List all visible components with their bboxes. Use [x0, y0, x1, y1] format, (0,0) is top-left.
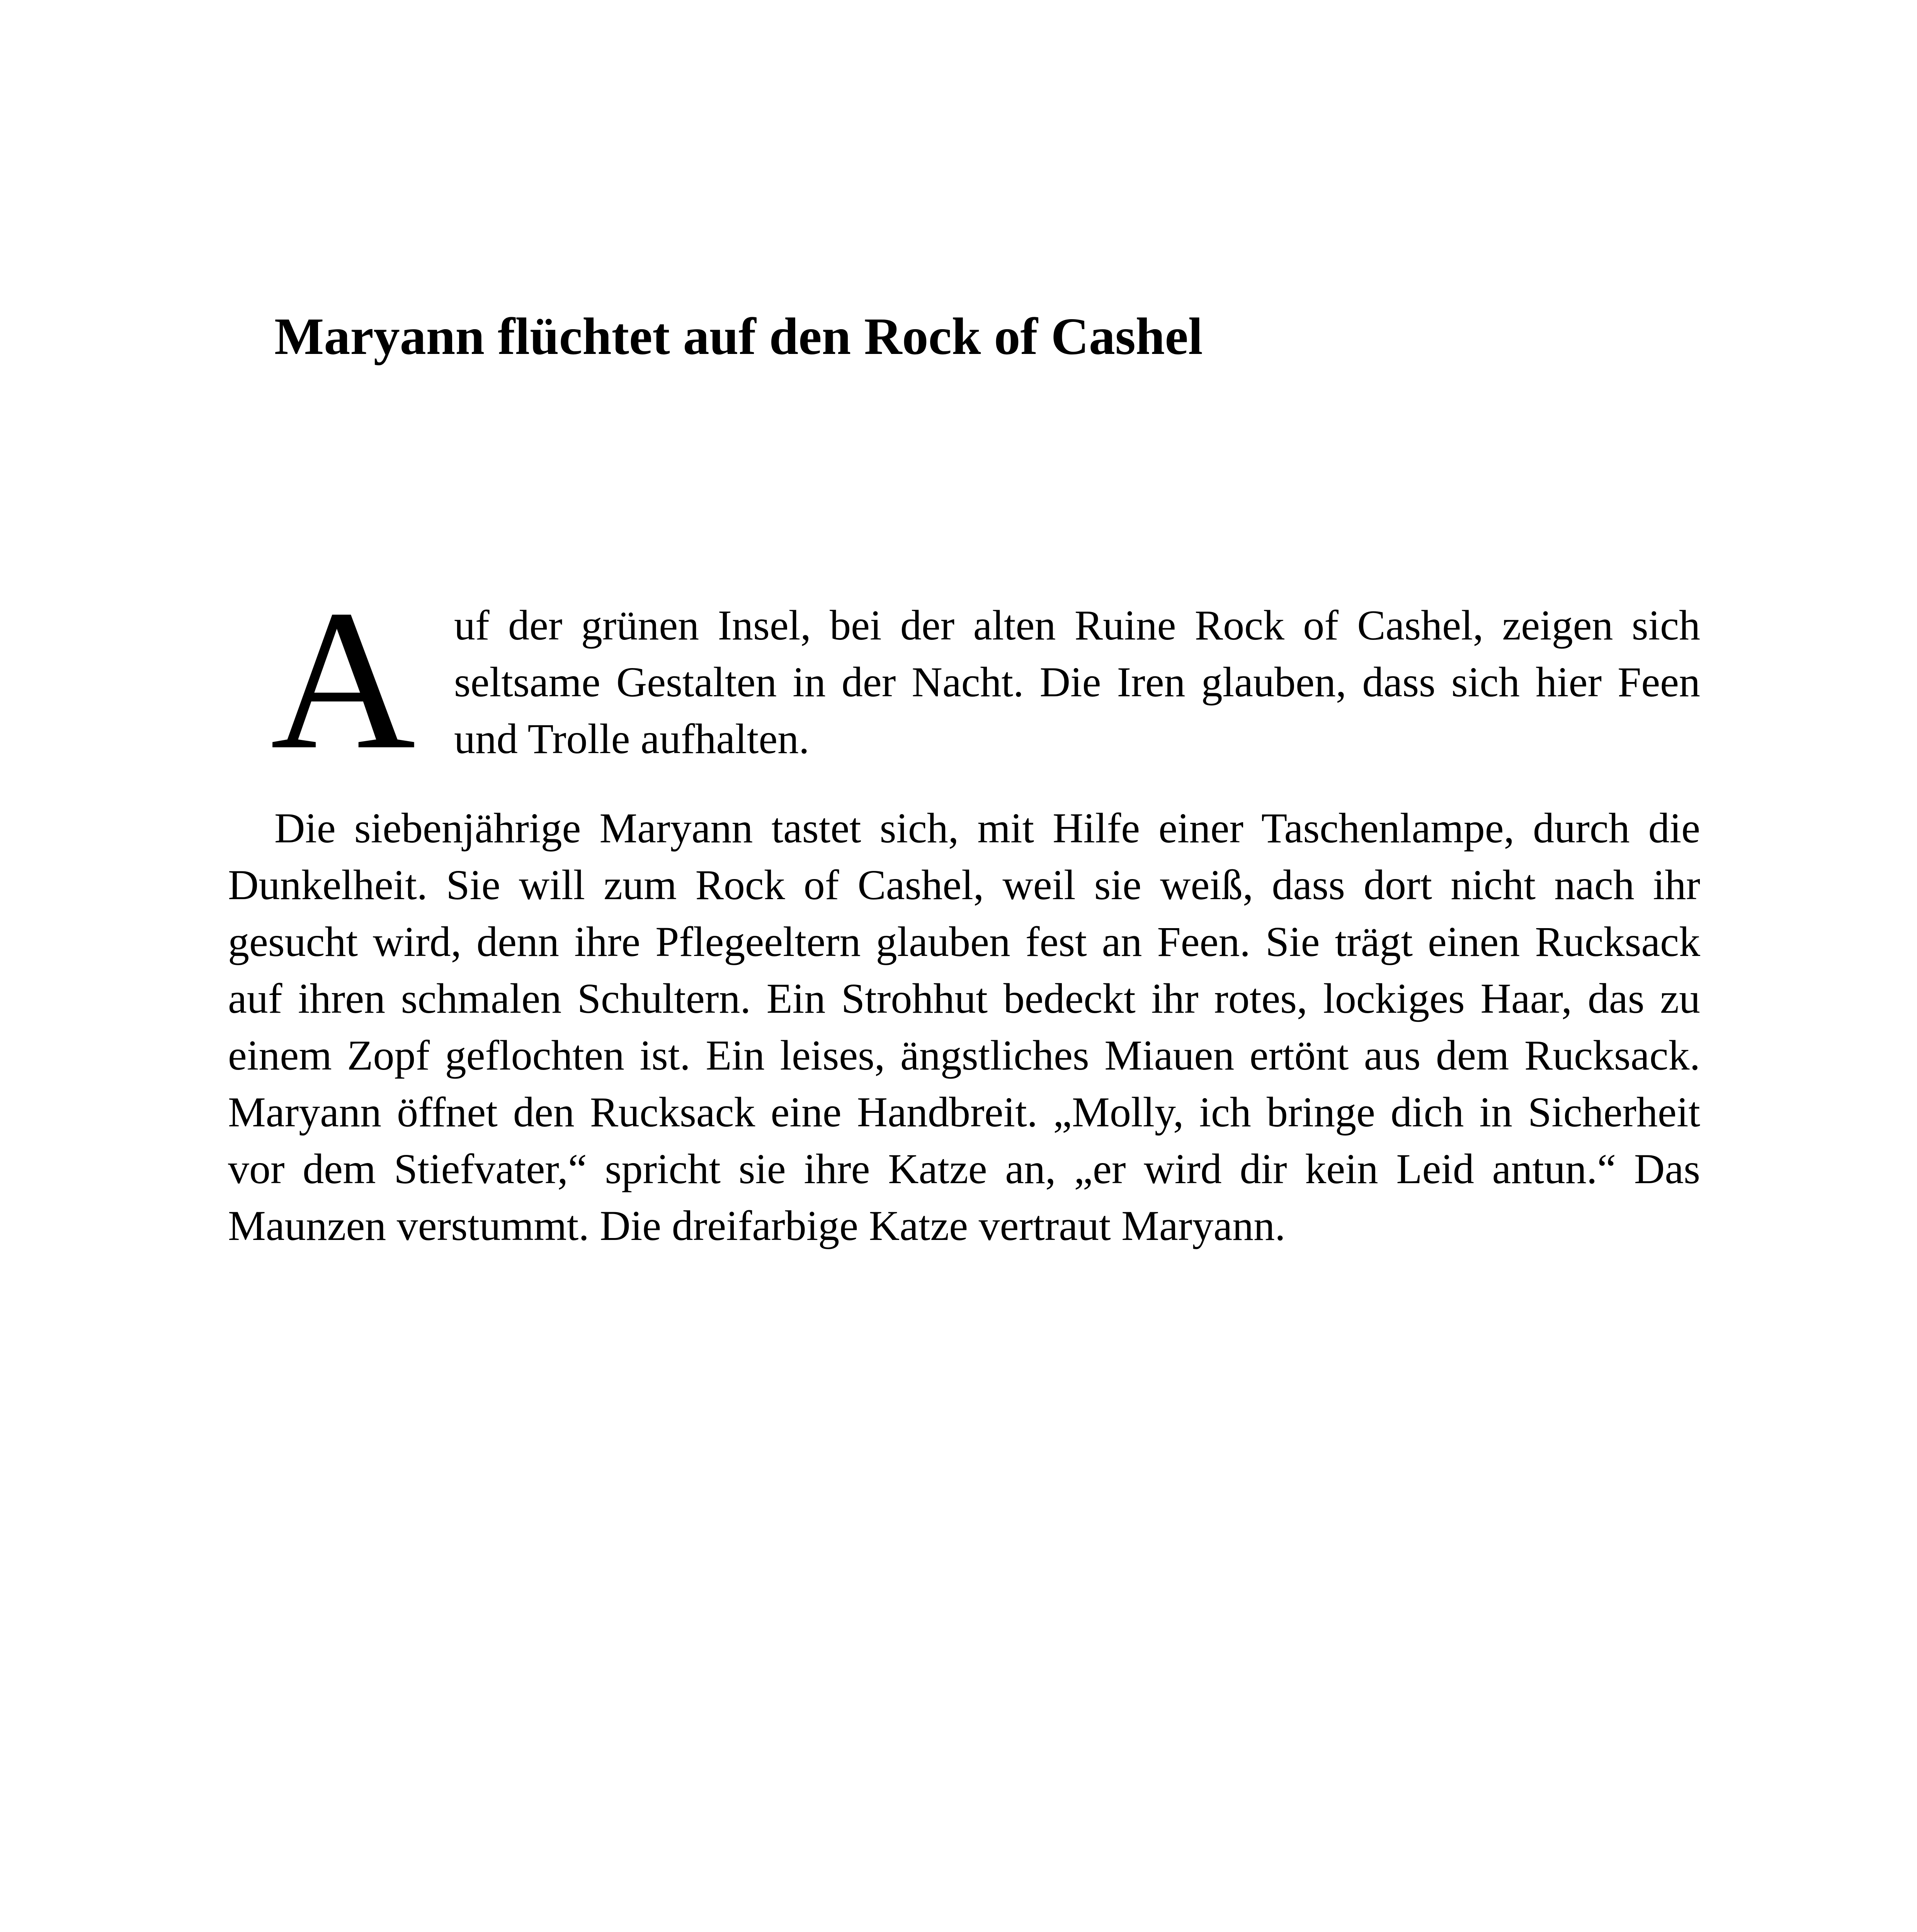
body-paragraph: Die siebenjährige Maryann tastet sich, mit Hilfe einer Taschenlampe, durch die Dunkelheit. Sie will zum Rock of Cashel, weil sie weiß, dass dort nicht nach ihr gesucht wird, denn ihre Pflegeeltern glauben fest an Feen. Sie trägt einen Rucksack auf ihren schmalen Schultern. Ein Strohhut bedeckt ihr rotes, lockiges Haar, das zu einem Zopf geflochten ist. Ein leises, ängstliches Miauen ertönt aus dem Rucksack. Maryann öffnet den Rucksack eine Handbreit. „Molly, ich bringe dich in Sicherheit vor dem Stiefvater,“ spricht sie ihre Katze an, „er wird dir kein Leid antun.“ Das Maunzen verstummt. Die dreifarbige Katze vertraut Maryann.: [228, 804, 1700, 1249]
intro-paragraph: uf der grünen Insel, bei der alten Ruine Rock of Cashel, zeigen sich seltsame Gestalten in der Nacht. Die Iren glauben, dass sich hier Feen und Trolle aufhalten.: [454, 602, 1700, 762]
drop-cap-letter: A: [270, 569, 416, 791]
chapter-title: Maryann flüchtet auf den Rock of Cashel: [274, 308, 1203, 366]
